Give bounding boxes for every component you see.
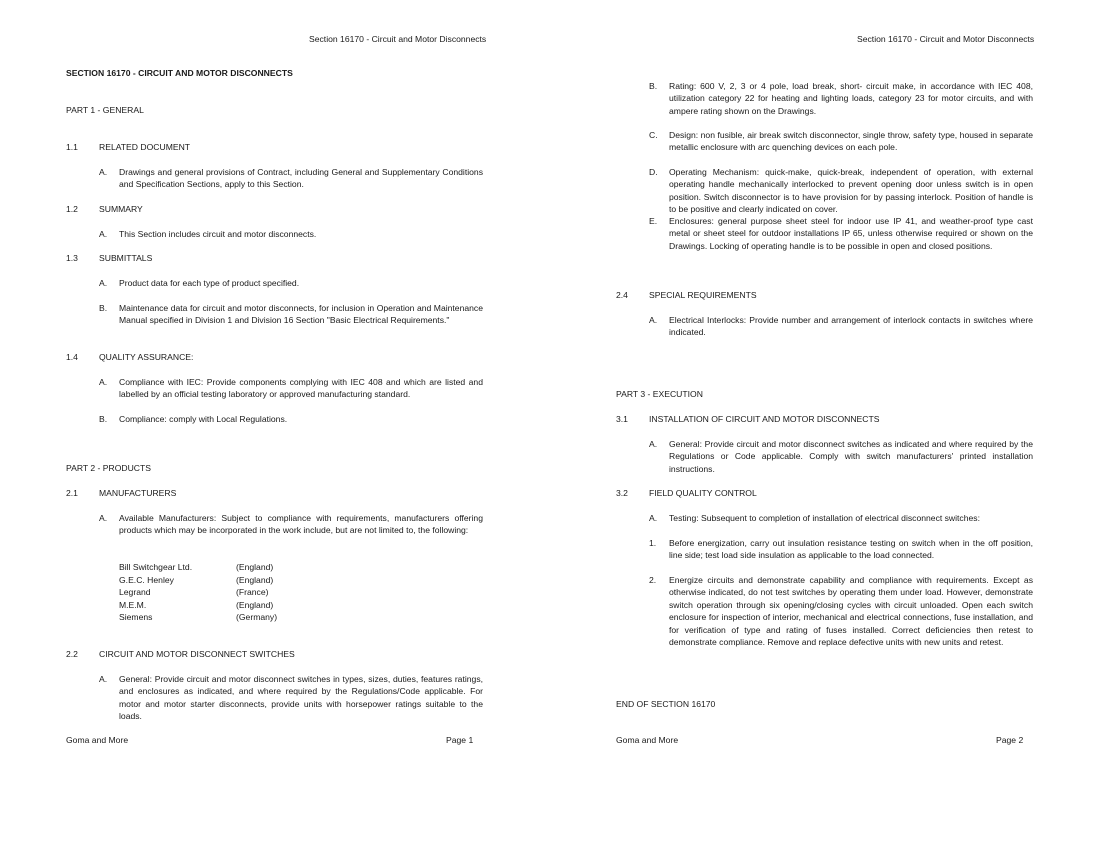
paragraph-letter: B. <box>649 81 658 91</box>
article-title: INSTALLATION OF CIRCUIT AND MOTOR DISCONNECTS <box>649 414 880 424</box>
manufacturer-name: Bill Switchgear Ltd. <box>119 562 193 572</box>
article-title: SUMMARY <box>99 204 143 214</box>
paragraph-letter: A. <box>649 315 658 325</box>
article-title: RELATED DOCUMENT <box>99 142 191 152</box>
article-title: SUBMITTALS <box>99 253 153 263</box>
article-title: QUALITY ASSURANCE: <box>99 352 194 362</box>
list-number: 1. <box>649 538 657 548</box>
paragraph-letter: A. <box>649 513 658 523</box>
paragraph-letter: A. <box>99 377 108 387</box>
page-header: Section 16170 - Circuit and Motor Disconnects <box>309 34 487 44</box>
page-footer-left: Goma and More <box>66 735 129 745</box>
paragraph-letter: A. <box>99 513 108 523</box>
paragraph-letter: E. <box>649 216 658 226</box>
part-heading: PART 1 - GENERAL <box>66 105 144 115</box>
article-number: 1.1 <box>66 142 78 152</box>
article-number: 3.1 <box>616 414 628 424</box>
article-number: 1.3 <box>66 253 78 263</box>
page-footer-left: Goma and More <box>616 735 679 745</box>
paragraph-text: Compliance: comply with Local Regulations. <box>119 414 288 424</box>
manufacturer-country: (England) <box>236 562 274 572</box>
paragraph-letter: B. <box>99 414 108 424</box>
paragraph-letter: A. <box>99 278 108 288</box>
paragraph-letter: B. <box>99 303 108 313</box>
paragraph-text: This Section includes circuit and motor disconnects. <box>119 229 317 239</box>
manufacturer-country: (Germany) <box>236 612 278 622</box>
article-number: 1.4 <box>66 352 78 362</box>
paragraph-text: General: Provide circuit and motor disconnect switches as indicated and where required by the Regulations or Code applicable. Comply with switch manufacturers' printed installation instructions. <box>669 439 1033 474</box>
page-number: Page 1 <box>446 735 474 745</box>
page-header: Section 16170 - Circuit and Motor Disconnects <box>857 34 1035 44</box>
paragraph-text: Testing: Subsequent to completion of installation of electrical disconnect switches: <box>669 513 980 523</box>
page-number: Page 2 <box>996 735 1024 745</box>
section-title: SECTION 16170 - CIRCUIT AND MOTOR DISCONNECTS <box>66 68 293 78</box>
paragraph-text: Before energization, carry out insulation resistance testing on switch when in the off position, line side; test load side insulation as applicable to the load connected. <box>669 538 1033 561</box>
manufacturer-country: (England) <box>236 600 274 610</box>
paragraph-letter: C. <box>649 130 658 140</box>
article-title: MANUFACTURERS <box>99 488 177 498</box>
manufacturer-country: (England) <box>236 575 274 585</box>
paragraph-text: Drawings and general provisions of Contract, including General and Supplementary Conditions and Specification Sections, apply to this Section. <box>119 167 483 190</box>
paragraph-letter: A. <box>99 229 108 239</box>
paragraph-text: Operating Mechanism: quick-make, quick-break, independent of operation, with external operating handle mechanically interlocked to prevent opening door unless switch is in open position. Switch disconnector is to have provision for by passing interlock. Position of handle is to be positive and clearly indicated on cover. <box>669 167 1033 215</box>
article-number: 1.2 <box>66 204 78 214</box>
manufacturer-name: G.E.C. Henley <box>119 575 174 585</box>
paragraph-text: Rating: 600 V, 2, 3 or 4 pole, load break, short- circuit make, in accordance with IEC 408, utilization category 22 for heating and lighting loads, category 23 for motor circuits, and with ampere rating shown on the Drawings. <box>669 81 1033 116</box>
paragraph-text: Electrical Interlocks: Provide number and arrangement of interlock contacts in switches where indicated. <box>669 315 1033 338</box>
list-number: 2. <box>649 575 657 585</box>
paragraph-text: Maintenance data for circuit and motor disconnects, for inclusion in Operation and Maintenance Manual specified in Division 1 and Division 16 Section "Basic Electrical Requirements." <box>119 303 483 326</box>
end-of-section: END OF SECTION 16170 <box>616 699 716 709</box>
paragraph-letter: A. <box>99 167 108 177</box>
article-title: CIRCUIT AND MOTOR DISCONNECT SWITCHES <box>99 649 295 659</box>
part-heading: PART 2 - PRODUCTS <box>66 463 151 473</box>
manufacturer-name: Siemens <box>119 612 153 622</box>
article-title: SPECIAL REQUIREMENTS <box>649 290 757 300</box>
manufacturer-name: Legrand <box>119 587 151 597</box>
manufacturer-country: (France) <box>236 587 269 597</box>
article-number: 2.1 <box>66 488 78 498</box>
paragraph-text: Design: non fusible, air break switch disconnector, single throw, safety type, housed in separate metallic enclosure with arc quenching devices on each pole. <box>669 130 1033 153</box>
paragraph-text: Compliance with IEC: Provide components complying with IEC 408 and which are listed and labelled by an official testing laboratory or approved manufacturing standard. <box>119 377 483 400</box>
article-number: 2.4 <box>616 290 628 300</box>
paragraph-text: Energize circuits and demonstrate capability and compliance with requirements. Except as otherwise indicated, do not test switches by operating them under load. However, demonstrate switch operation through six opening/closing cycles with circuit unloaded. Open each switch enclosure for inspection of interior, mechanical and electrical connections, fuse installation, and for verification of type and rating of fuses installed. Correct deficiencies then retest to demonstrate compliance. Remove and replace defective units with new units and retest. <box>669 575 1033 648</box>
paragraph-text: Enclosures: general purpose sheet steel for indoor use IP 41, and weather-proof type cast metal or sheet steel for outdoor installations IP 65, unless otherwise required or shown on the Drawings. Locking of operating handle is to be possible in open and closed positions. <box>669 216 1033 251</box>
paragraph-text: Available Manufacturers: Subject to compliance with requirements, manufacturers offering products which may be incorporated in the work include, but are not limited to, the following: <box>119 513 483 536</box>
paragraph-text: Product data for each type of product specified. <box>119 278 300 288</box>
article-number: 2.2 <box>66 649 78 659</box>
article-title: FIELD QUALITY CONTROL <box>649 488 757 498</box>
paragraph-letter: A. <box>99 674 108 684</box>
manufacturer-name: M.E.M. <box>119 600 147 610</box>
part-heading: PART 3 - EXECUTION <box>616 389 703 399</box>
paragraph-letter: D. <box>649 167 658 177</box>
paragraph-letter: A. <box>649 439 658 449</box>
paragraph-text: General: Provide circuit and motor disconnect switches in types, sizes, duties, features ratings, and enclosures as indicated, and where required by the Regulations/Code applicable. For motor and motor starter disconnects, provide units with horsepower ratings suitable to the loads. <box>119 674 483 722</box>
article-number: 3.2 <box>616 488 628 498</box>
